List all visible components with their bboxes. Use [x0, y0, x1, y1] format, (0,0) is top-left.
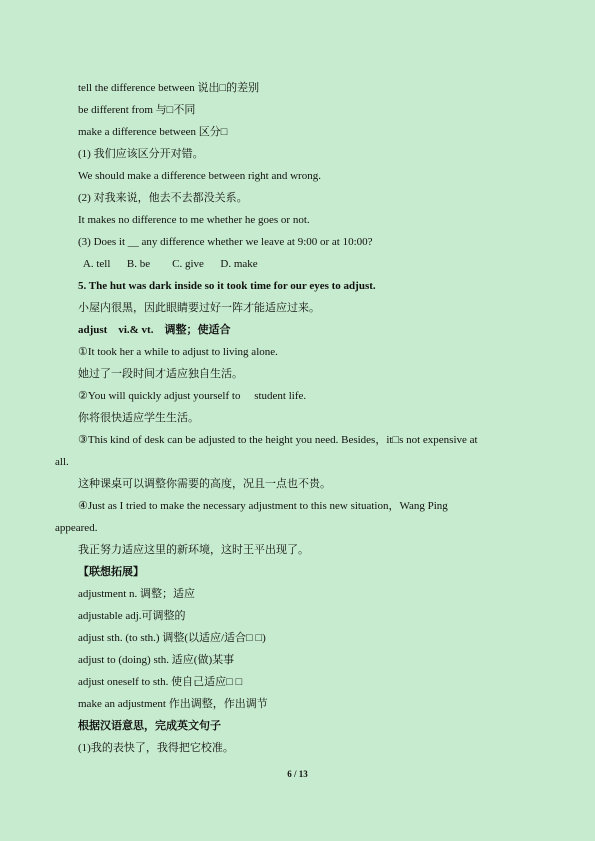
exercise-item: (1)我的表快了，我得把它校准。	[78, 742, 234, 754]
text-line: (3) Does it __ any difference whether we leave at 9:00 or at 10:00?	[78, 236, 373, 248]
text-line: It makes no difference to me whether he goes or not.	[78, 214, 310, 226]
example-translation: 这种课桌可以调整你需要的高度，况且一点也不贵。	[78, 478, 331, 490]
example-sentence: ③This kind of desk can be adjusted to the height you need. Besides，it□s not expensive at	[78, 434, 478, 446]
example-sentence-continued: appeared.	[55, 522, 98, 534]
phrase-line: adjustable adj.可调整的	[78, 610, 186, 622]
text-line: We should make a difference between right and wrong.	[78, 170, 321, 182]
text-line: tell the difference between 说出□的差别	[78, 82, 260, 94]
phrase-line: adjust to (doing) sth. 适应(做)某事	[78, 654, 235, 666]
text-line: (2) 对我来说，他去不去都没关系。	[78, 192, 248, 204]
section-heading: 5. The hut was dark inside so it took time for our eyes to adjust.	[78, 280, 376, 292]
example-translation: 她过了一段时间才适应独自生活。	[78, 368, 243, 380]
extension-heading: 【联想拓展】	[78, 566, 144, 578]
phrase-line: adjustment n. 调整；适应	[78, 588, 196, 600]
phrase-line: adjust sth. (to sth.) 调整(以适应/适合□ □)	[78, 632, 266, 644]
example-sentence-continued: all.	[55, 456, 69, 468]
example-translation: 我正努力适应这里的新环境，这时王平出现了。	[78, 544, 309, 556]
answer-options: A. tell B. be C. give D. make	[78, 258, 258, 270]
example-sentence: ①It took her a while to adjust to living alone.	[78, 346, 278, 358]
exercise-heading: 根据汉语意思，完成英文句子	[78, 720, 221, 732]
example-translation: 你将很快适应学生生活。	[78, 412, 199, 424]
example-sentence: ②You will quickly adjust yourself to student life.	[78, 390, 307, 402]
phrase-line: adjust oneself to sth. 使自己适应□ □	[78, 676, 243, 688]
text-line: make a difference between 区分□	[78, 126, 228, 138]
text-line: be different from 与□不同	[78, 104, 196, 116]
example-sentence: ④Just as I tried to make the necessary adjustment to this new situation，Wang Ping	[78, 500, 448, 512]
page-number: 6 / 13	[287, 769, 308, 779]
vocab-heading: adjust vi.& vt. 调整；使适合	[78, 324, 231, 336]
text-line: (1) 我们应该区分开对错。	[78, 148, 204, 160]
text-line: 小屋内很黑，因此眼睛要过好一阵才能适应过来。	[78, 302, 320, 314]
phrase-line: make an adjustment 作出调整，作出调节	[78, 698, 268, 710]
